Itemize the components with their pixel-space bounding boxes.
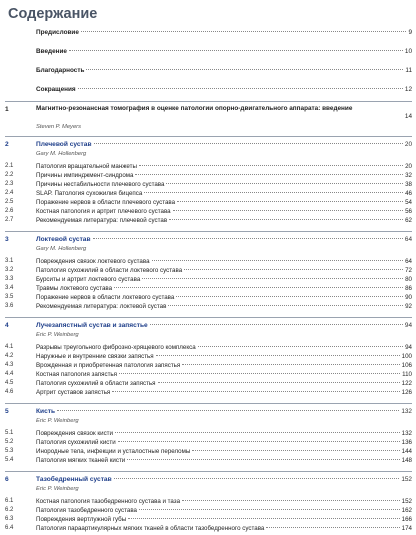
section-page: 174 (401, 525, 412, 532)
section-number: 4.3 (5, 362, 14, 368)
dot-leader (198, 346, 403, 347)
section-page: 86 (405, 285, 412, 292)
chapter-entry[interactable] (36, 140, 412, 149)
chapter-label: Локтевой сустав (36, 236, 91, 243)
dot-leader (168, 305, 403, 306)
dot-leader (114, 287, 403, 288)
chapter-author: Steven P. Meyers (36, 124, 82, 130)
section-page: 144 (401, 448, 412, 455)
chapter-author: Eric P. Weinberg (36, 332, 79, 338)
chapter-label: Плечевой сустав (36, 141, 92, 148)
section-number: 4.4 (5, 371, 14, 377)
section-entry[interactable] (36, 293, 412, 302)
section-entry[interactable] (36, 162, 412, 171)
section-page: 106 (401, 362, 412, 369)
front-matter-item[interactable] (0, 47, 416, 58)
dot-leader (112, 391, 399, 392)
section-entry[interactable] (36, 352, 412, 361)
dot-leader (128, 518, 400, 519)
section-entry[interactable] (36, 284, 412, 293)
section-label: Разрывы треугольного фиброзно-хрящевого комплекса (36, 344, 196, 351)
page-title: Содержание (8, 6, 98, 22)
section-item[interactable] (0, 302, 416, 313)
section-entry[interactable] (36, 216, 412, 225)
front-matter-entry[interactable] (36, 28, 412, 37)
section-number: 5.3 (5, 448, 14, 454)
dot-leader (266, 527, 399, 528)
section-number: 3.5 (5, 294, 14, 300)
section-page: 62 (405, 217, 412, 224)
chapter-entry[interactable] (36, 321, 412, 330)
section-entry[interactable] (36, 266, 412, 275)
front-matter-page: 9 (408, 29, 412, 36)
section-page: 20 (405, 163, 412, 170)
front-matter-entry[interactable] (36, 85, 412, 94)
chapter-page: 132 (401, 408, 412, 415)
section-number: 2.3 (5, 181, 14, 187)
chapter-number: 4 (5, 322, 9, 329)
dot-leader (169, 219, 403, 220)
section-label: SLAP. Патология сухожилия бицепса (36, 190, 143, 197)
section-label: Костная патология запястья (36, 371, 118, 378)
section-page: 92 (405, 303, 412, 310)
section-page: 136 (401, 439, 412, 446)
dot-leader (139, 165, 403, 166)
chapter-number: 6 (5, 476, 9, 483)
section-number: 4.2 (5, 353, 14, 359)
front-matter-page: 11 (405, 67, 412, 74)
section-page: 162 (401, 507, 412, 514)
dot-leader (93, 238, 403, 239)
section-label: Костная патология и артрит плечевого сустава (36, 208, 171, 215)
section-label: Наружные и внутренние связки запястья (36, 353, 154, 360)
section-page: 100 (401, 353, 412, 360)
section-page: 110 (402, 371, 412, 378)
section-page: 38 (405, 181, 412, 188)
front-matter-entry[interactable] (36, 66, 412, 75)
chapter-heading[interactable] (0, 105, 416, 123)
dot-leader (57, 410, 399, 411)
dot-leader (81, 31, 407, 32)
chapter-author: Eric P. Weinberg (36, 418, 79, 424)
dot-leader (192, 450, 399, 451)
dot-leader (86, 69, 403, 70)
section-number: 2.2 (5, 172, 14, 178)
chapter-page: 20 (404, 141, 412, 148)
chapter-divider (5, 136, 412, 137)
section-label: Рекомендуемая литература: локтевой сустав (36, 303, 167, 310)
section-page: 56 (405, 208, 412, 215)
dot-leader (166, 183, 403, 184)
section-entry[interactable] (36, 506, 412, 515)
front-matter-label: Предисловие (36, 29, 79, 36)
section-number: 5.1 (5, 430, 14, 436)
front-matter-page: 12 (404, 86, 412, 93)
section-item[interactable] (0, 216, 416, 227)
dot-leader (142, 278, 403, 279)
front-matter-label: Сокращения (36, 86, 76, 93)
section-number: 6.1 (5, 498, 14, 504)
front-matter-label: Благодарность (36, 67, 85, 74)
section-label: Патология параартикулярных мягких тканей в области тазобедренного сустава (36, 525, 265, 532)
section-page: 90 (405, 294, 412, 301)
front-matter-entry[interactable] (36, 47, 412, 56)
chapter-label: Лучезапястный сустав и запястье (36, 322, 148, 329)
section-entry[interactable] (36, 257, 412, 266)
section-item[interactable] (0, 388, 416, 399)
section-number: 6.3 (5, 516, 14, 522)
dot-leader (156, 355, 400, 356)
section-entry[interactable] (36, 497, 412, 506)
chapter-title (36, 105, 412, 121)
section-page: 152 (401, 498, 412, 505)
section-number: 2.4 (5, 190, 14, 196)
dot-leader (182, 500, 400, 501)
chapter-page: 14 (404, 113, 412, 121)
section-label: Патология мягких тканей кисти (36, 457, 126, 464)
section-entry[interactable] (36, 275, 412, 284)
section-page: 122 (401, 380, 412, 387)
section-label: Поражение нервов в области плечевого сустава (36, 199, 176, 206)
chapter-number: 5 (5, 408, 9, 415)
dot-leader (94, 143, 403, 144)
section-entry[interactable] (36, 515, 412, 524)
section-page: 32 (405, 172, 412, 179)
dot-leader (152, 260, 404, 261)
section-number: 4.6 (5, 389, 14, 395)
section-entry[interactable] (36, 370, 412, 379)
section-number: 2.5 (5, 199, 14, 205)
chapter-label: Кисть (36, 408, 56, 415)
section-page: 94 (405, 344, 412, 351)
section-number: 3.1 (5, 258, 14, 264)
dot-leader (177, 201, 403, 202)
section-label: Инородные тела, инфекции и усталостные переломы (36, 448, 191, 455)
section-item[interactable] (0, 524, 416, 535)
chapter-page: 152 (401, 476, 412, 483)
chapter-entry[interactable] (36, 235, 412, 244)
section-number: 2.6 (5, 208, 14, 214)
section-label: Артрит суставов запястья (36, 389, 111, 396)
chapter-divider (5, 101, 412, 102)
dot-leader (139, 509, 400, 510)
section-number: 4.1 (5, 344, 14, 350)
chapter-author: Gary M. Hollenberg (36, 151, 87, 157)
section-label: Рекомендуемая литература: плечевой сустав (36, 217, 168, 224)
dot-leader (158, 382, 400, 383)
section-page: 166 (401, 516, 412, 523)
chapter-page: 64 (404, 236, 412, 243)
chapter-author: Eric P. Weinberg (36, 486, 79, 492)
section-entry[interactable] (36, 198, 412, 207)
dot-leader (184, 269, 403, 270)
chapter-page: 94 (404, 322, 412, 329)
chapter-divider (5, 471, 412, 472)
chapter-divider (5, 317, 412, 318)
section-label: Поражение нервов в области локтевого сустава (36, 294, 175, 301)
section-label: Причины импинджмент-синдрома (36, 172, 134, 179)
section-label: Патология сухожилий в области локтевого сустава (36, 267, 183, 274)
section-entry[interactable] (36, 189, 412, 198)
section-label: Повреждения вертлужной губы (36, 516, 127, 523)
chapter-entry[interactable] (36, 475, 412, 484)
dot-leader (69, 50, 403, 51)
section-page: 46 (405, 190, 412, 197)
section-page: 72 (405, 267, 412, 274)
chapter-number: 3 (5, 236, 9, 243)
front-matter-label: Введение (36, 48, 67, 55)
section-entry[interactable] (36, 388, 412, 397)
dot-leader (135, 174, 403, 175)
section-number: 5.2 (5, 439, 14, 445)
front-matter-item[interactable] (0, 28, 416, 39)
section-entry[interactable] (36, 180, 412, 189)
dot-leader (144, 192, 403, 193)
chapter-number: 1 (5, 106, 9, 113)
dot-leader (115, 432, 400, 433)
section-entry[interactable] (36, 171, 412, 180)
section-label: Врожденная и приобретенная патология запястья (36, 362, 181, 369)
section-entry[interactable] (36, 429, 412, 438)
section-page: 54 (405, 199, 412, 206)
section-number: 2.7 (5, 217, 14, 223)
section-number: 3.4 (5, 285, 14, 291)
chapter-entry[interactable] (36, 407, 412, 416)
section-entry[interactable] (36, 438, 412, 447)
section-label: Патология вращательной манжеты (36, 163, 137, 170)
section-number: 6.4 (5, 525, 14, 531)
section-page: 80 (405, 276, 412, 283)
section-number: 3.3 (5, 276, 14, 282)
section-label: Повреждения связок локтевого сустава (36, 258, 150, 265)
section-page: 148 (401, 457, 412, 464)
dot-leader (127, 459, 399, 460)
section-page: 126 (401, 389, 412, 396)
section-number: 6.2 (5, 507, 14, 513)
chapter-divider (5, 403, 412, 404)
section-entry[interactable] (36, 207, 412, 216)
dot-leader (119, 373, 400, 374)
chapter-divider (5, 231, 412, 232)
section-page: 132 (401, 430, 412, 437)
section-entry[interactable] (36, 447, 412, 456)
section-number: 4.5 (5, 380, 14, 386)
section-page: 64 (405, 258, 412, 265)
section-label: Причины нестабильности плечевого сустава (36, 181, 165, 188)
section-entry[interactable] (36, 456, 412, 465)
dot-leader (118, 441, 400, 442)
dot-leader (150, 324, 403, 325)
front-matter-page: 10 (404, 48, 412, 55)
section-label: Травмы локтевого сустава (36, 285, 113, 292)
section-label: Костная патология тазобедренного сустава и таза (36, 498, 181, 505)
dot-leader (182, 364, 399, 365)
section-entry[interactable] (36, 361, 412, 370)
dot-leader (173, 210, 403, 211)
section-label: Патология сухожилий кисти (36, 439, 116, 446)
section-number: 5.4 (5, 457, 14, 463)
chapter-title-text: Магнитно-резонансная томография в оценке патологии опорно-двигательного аппарата: введение (36, 105, 353, 112)
section-number: 3.6 (5, 303, 14, 309)
section-entry[interactable] (36, 302, 412, 311)
dot-leader (176, 296, 403, 297)
section-label: Патология сухожилий в области запястья (36, 380, 156, 387)
dot-leader (78, 88, 403, 89)
chapter-number: 2 (5, 141, 9, 148)
section-entry[interactable] (36, 524, 412, 533)
front-matter-item[interactable] (0, 66, 416, 77)
section-label: Бурситы и артрит локтевого сустава (36, 276, 141, 283)
section-label: Патология тазобедренного сустава (36, 507, 137, 514)
section-item[interactable] (0, 456, 416, 467)
chapter-author: Gary M. Hollenberg (36, 246, 87, 252)
section-entry[interactable] (36, 379, 412, 388)
dot-leader (114, 478, 400, 479)
chapter-label: Тазобедренный сустав (36, 476, 112, 483)
section-number: 2.1 (5, 163, 14, 169)
section-label: Повреждения связок кисти (36, 430, 113, 437)
section-entry[interactable] (36, 343, 412, 352)
section-number: 3.2 (5, 267, 14, 273)
front-matter-item[interactable] (0, 85, 416, 96)
